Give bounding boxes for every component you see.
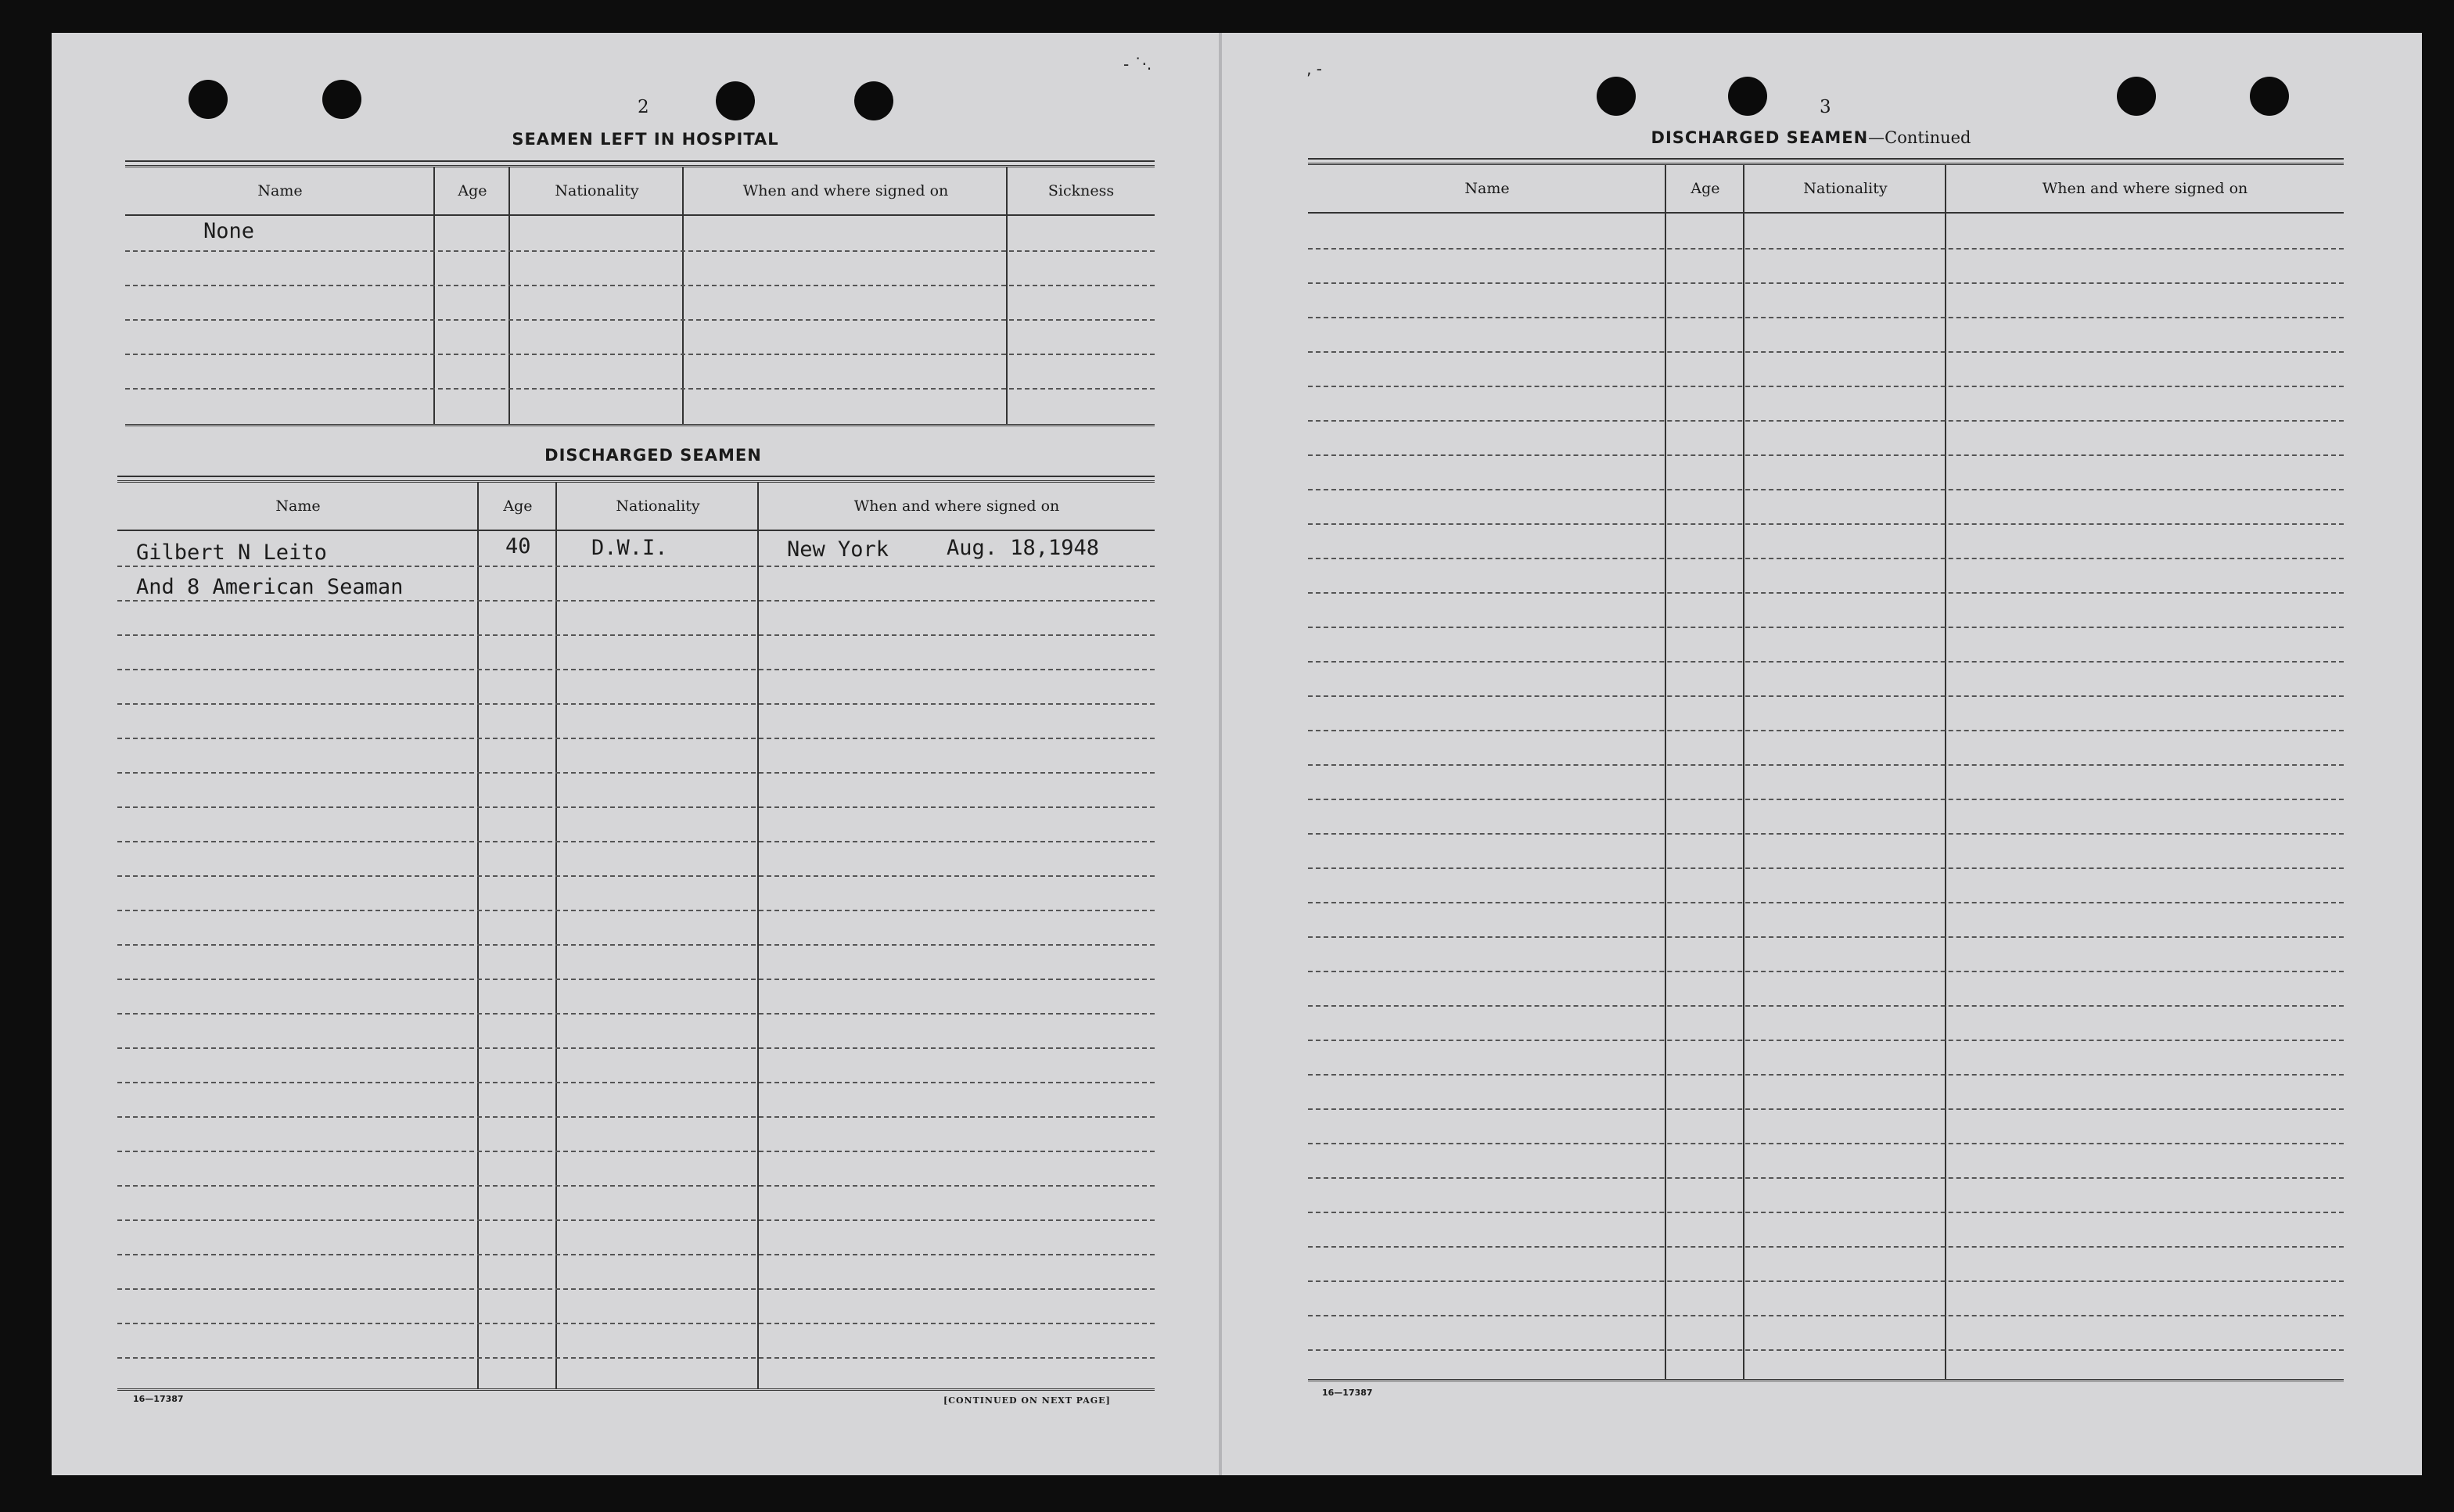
row-line [117,1357,1155,1359]
row-line [117,600,1155,602]
print-marks: ‚ ‑ [1306,59,1322,78]
col-header-signed-on: When and where signed on [742,182,949,199]
row-line [125,285,1155,286]
row-line [1308,971,2344,972]
row-line [117,566,1155,567]
col-header-nationality: Nationality [1803,180,1888,197]
row-line [117,1082,1155,1083]
col-header-signed-on: When and where signed on [2042,180,2248,197]
row-line [1308,592,2344,594]
right-section-title-main: DISCHARGED SEAMEN [1651,128,1869,147]
col-header-signed-on: When and where signed on [853,497,1060,515]
row-line [117,634,1155,636]
row-line [1308,1212,2344,1213]
punch-hole [322,80,361,119]
row-line [1308,489,2344,490]
form-number-left: 16—17387 [133,1394,184,1404]
row-line [1308,558,2344,559]
column-divider [1945,165,1946,1379]
row-line [117,875,1155,877]
col-header-age: Age [458,182,487,199]
column-divider [1006,167,1008,424]
row-line [1308,1108,2344,1110]
discharged-table [117,480,1155,1391]
col-header-name: Name [275,497,321,515]
row-line [117,1219,1155,1221]
discharged-row-name: And 8 American Seaman [136,575,404,599]
col-header-age: Age [1690,180,1720,197]
column-divider [477,483,479,1388]
col-header-name: Name [257,182,303,199]
row-line [117,738,1155,739]
row-line [117,703,1155,705]
form-number-right: 16—17387 [1322,1388,1373,1398]
column-divider [682,167,684,424]
row-line [1308,454,2344,456]
discharged-row-date: Aug. 18,1948 [947,536,1100,560]
col-header-age: Age [503,497,533,515]
row-line [1308,420,2344,422]
row-line [1308,523,2344,525]
row-line [125,250,1155,252]
page-number-right: 3 [1820,97,1831,117]
row-line [117,1288,1155,1290]
column-divider [555,483,557,1388]
row-line [1308,695,2344,697]
column-divider [1743,165,1744,1379]
column-divider [508,167,510,424]
row-line [1308,867,2344,869]
row-line [1308,799,2344,800]
row-line [117,1185,1155,1187]
hospital-row-name: None [203,219,255,243]
punch-hole [1728,77,1767,116]
row-line [1308,627,2344,628]
row-line [1308,317,2344,318]
row-line [1308,1246,2344,1248]
right-section-title [1565,128,2057,147]
column-divider [433,167,435,424]
row-line [117,1323,1155,1324]
row-line [1308,351,2344,353]
row-line [1308,1005,2344,1007]
hospital-table [125,165,1155,426]
discharged-continued-table [1308,163,2344,1381]
row-line [1308,1040,2344,1041]
row-line [1308,902,2344,903]
right-section-title-suffix: —Continued [1868,128,1971,147]
row-line [117,841,1155,842]
column-divider [1665,165,1666,1379]
discharged-section-title: DISCHARGED SEAMEN [544,446,762,465]
row-line [117,772,1155,774]
row-line [117,979,1155,980]
row-line [1308,764,2344,766]
print-marks: ‐ ˙·. [1123,55,1152,74]
row-line [117,1047,1155,1049]
row-line [1308,1315,2344,1316]
row-line [117,944,1155,946]
row-line [125,354,1155,355]
row-line [125,319,1155,321]
row-line [1308,1074,2344,1076]
discharged-table-header [117,483,1155,531]
row-line [117,806,1155,808]
page-fold [1219,33,1222,1475]
row-line [117,1116,1155,1118]
row-line [1308,833,2344,835]
discharged-row-place: New York [787,537,889,562]
row-line [1308,1143,2344,1144]
row-line [1308,1177,2344,1179]
row-line [1308,730,2344,731]
row-line [1308,248,2344,250]
col-header-nationality: Nationality [555,182,639,199]
row-line [1308,1280,2344,1282]
row-line [117,1254,1155,1255]
punch-hole [189,80,228,119]
punch-hole [716,81,755,120]
row-line [1308,661,2344,663]
row-line [1308,282,2344,284]
row-line [117,910,1155,911]
punch-hole [2117,77,2156,116]
discharged-row-name: Gilbert N Leito [136,541,327,565]
row-line [1308,1349,2344,1351]
row-line [1308,386,2344,387]
row-line [1308,936,2344,938]
hospital-section-title: SEAMEN LEFT IN HOSPITAL [512,130,779,149]
row-line [117,1013,1155,1015]
punch-hole [2250,77,2289,116]
row-line [125,388,1155,390]
discharged-row-nationality: D.W.I. [591,536,668,560]
row-line [117,1151,1155,1152]
page-number-left: 2 [638,97,649,117]
row-line [117,669,1155,670]
discharged-continued-header [1308,165,2344,214]
continued-note: [CONTINUED ON NEXT PAGE] [943,1395,1111,1406]
col-header-sickness: Sickness [1047,182,1115,199]
punch-hole [854,81,893,120]
hospital-table-header [125,167,1155,216]
discharged-row-age: 40 [505,534,531,558]
column-divider [757,483,759,1388]
col-header-name: Name [1464,180,1510,197]
punch-hole [1597,77,1636,116]
col-header-nationality: Nationality [616,497,700,515]
